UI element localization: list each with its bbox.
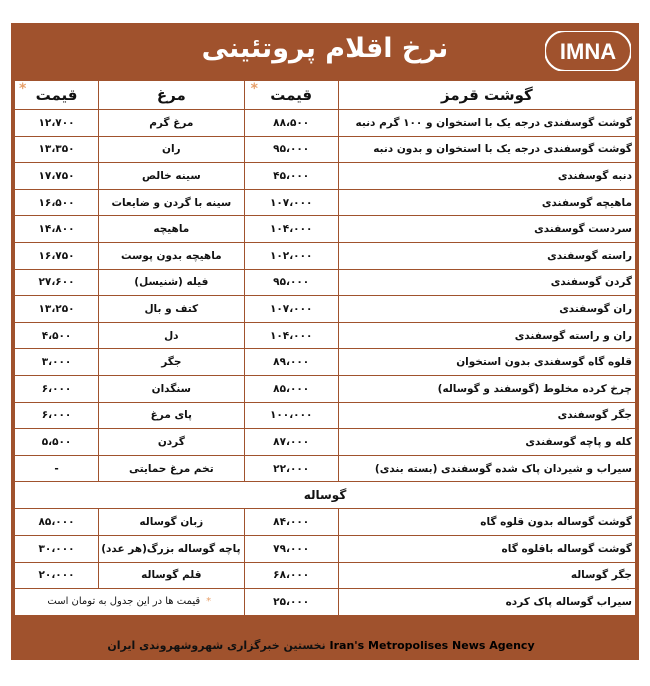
chicken-price: ۱۳،۳۵۰ xyxy=(15,136,99,163)
star-icon: * xyxy=(206,596,212,608)
veal-price: ۸۴،۰۰۰ xyxy=(244,509,338,536)
veal-price: ۶۸،۰۰۰ xyxy=(244,562,338,589)
table-row xyxy=(15,136,636,163)
header-price-2: قیمت * xyxy=(15,81,99,110)
chicken-price: - xyxy=(15,455,99,482)
chicken-name: ران xyxy=(99,136,245,163)
header-chicken: مرغ xyxy=(99,81,245,110)
chicken-price: ۱۲،۷۰۰ xyxy=(15,110,99,137)
chicken-price: ۱۶،۷۵۰ xyxy=(15,242,99,269)
red-meat-name: کله و پاچه گوسفندی xyxy=(338,429,635,456)
red-meat-name: قلوه گاه گوسفندی بدون استخوان xyxy=(338,349,635,376)
red-meat-price: ۸۷،۰۰۰ xyxy=(244,429,338,456)
red-meat-name: جگر گوسفندی xyxy=(338,402,635,429)
chicken-price: ۳،۰۰۰ xyxy=(15,349,99,376)
red-meat-price: ۱۰۷،۰۰۰ xyxy=(244,189,338,216)
chicken-price: ۱۳،۲۵۰ xyxy=(15,296,99,323)
header xyxy=(11,23,639,80)
page-title: نرخ اقلام پروتئینی xyxy=(201,33,449,64)
chicken-price: ۱۴،۸۰۰ xyxy=(15,216,99,243)
price-table xyxy=(14,80,636,616)
red-meat-price: ۱۰۲،۰۰۰ xyxy=(244,242,338,269)
chicken-name: پای مرغ xyxy=(99,402,245,429)
chicken-price: ۶،۰۰۰ xyxy=(15,402,99,429)
chicken-name: سینه با گردن و ضایعات xyxy=(99,189,245,216)
chicken-name: کتف و بال xyxy=(99,296,245,323)
chicken-name: سینه خالص xyxy=(99,163,245,190)
table-row xyxy=(15,189,636,216)
red-meat-name: ماهیچه گوسفندی xyxy=(338,189,635,216)
red-meat-name: ران و راسته گوسفندی xyxy=(338,322,635,349)
table-row xyxy=(15,216,636,243)
red-meat-name: گردن گوسفندی xyxy=(338,269,635,296)
table-row xyxy=(15,110,636,137)
red-meat-price: ۴۵،۰۰۰ xyxy=(244,163,338,190)
table-row xyxy=(15,322,636,349)
table-row xyxy=(15,402,636,429)
chicken-price: ۶،۰۰۰ xyxy=(15,375,99,402)
imna-logo xyxy=(545,31,631,71)
veal-other-price: ۸۵،۰۰۰ xyxy=(15,509,99,536)
note-text: قیمت ها در این جدول به تومان است xyxy=(47,596,201,608)
table-row xyxy=(15,375,636,402)
table-row xyxy=(15,455,636,482)
section-title: گوساله xyxy=(15,482,636,509)
table-row xyxy=(15,589,636,616)
table-row xyxy=(15,269,636,296)
table-row xyxy=(15,509,636,536)
veal-other-name: پاچه گوساله بزرگ(هر عدد) xyxy=(99,535,245,562)
veal-name: جگر گوساله xyxy=(338,562,635,589)
red-meat-price: ۱۰۰،۰۰۰ xyxy=(244,402,338,429)
chicken-name: ماهیچه xyxy=(99,216,245,243)
veal-other-name: قلم گوساله xyxy=(99,562,245,589)
chicken-name: تخم مرغ حمایتی xyxy=(99,455,245,482)
veal-other-price: ۳۰،۰۰۰ xyxy=(15,535,99,562)
chicken-name: مرغ گرم xyxy=(99,110,245,137)
footer-persian: نخستین خبرگزاری شهروشهروندی ایران xyxy=(107,639,326,652)
veal-price: ۷۹،۰۰۰ xyxy=(244,535,338,562)
chicken-name: گردن xyxy=(99,429,245,456)
red-meat-name: سیراب و شیردان پاک شده گوسفندی (بسته بندی) xyxy=(338,455,635,482)
red-meat-price: ۱۰۴،۰۰۰ xyxy=(244,216,338,243)
chicken-price: ۲۷،۶۰۰ xyxy=(15,269,99,296)
table-row xyxy=(15,535,636,562)
svg-text:IMNA: IMNA xyxy=(559,39,617,64)
table-row xyxy=(15,429,636,456)
red-meat-name: راسته گوسفندی xyxy=(338,242,635,269)
red-meat-price: ۹۵،۰۰۰ xyxy=(244,136,338,163)
red-meat-price: ۲۲،۰۰۰ xyxy=(244,455,338,482)
chicken-name: فیله (شنیسل) xyxy=(99,269,245,296)
chicken-name: سنگدان xyxy=(99,375,245,402)
star-icon: * xyxy=(19,81,27,97)
veal-price: ۲۵،۰۰۰ xyxy=(244,589,338,616)
red-meat-price: ۱۰۷،۰۰۰ xyxy=(244,296,338,323)
veal-name: سیراب گوساله پاک کرده xyxy=(338,589,635,616)
header-price-1: قیمت * xyxy=(244,81,338,110)
red-meat-name: چرخ کرده مخلوط (گوسفند و گوساله) xyxy=(338,375,635,402)
veal-other-name: زبان گوساله xyxy=(99,509,245,536)
red-meat-price: ۸۸،۵۰۰ xyxy=(244,110,338,137)
chicken-price: ۵،۵۰۰ xyxy=(15,429,99,456)
red-meat-name: سردست گوسفندی xyxy=(338,216,635,243)
section-row xyxy=(15,482,636,509)
chicken-name: ماهیچه بدون پوست xyxy=(99,242,245,269)
header-red-meat: گوشت قرمز xyxy=(338,81,635,110)
chicken-price: ۱۶،۵۰۰ xyxy=(15,189,99,216)
red-meat-name: ران گوسفندی xyxy=(338,296,635,323)
veal-other-price: ۲۰،۰۰۰ xyxy=(15,562,99,589)
price-table-frame xyxy=(11,23,639,660)
footer-english: Iran's Metropolises News Agency xyxy=(329,639,535,652)
table-row xyxy=(15,242,636,269)
chicken-price: ۱۷،۷۵۰ xyxy=(15,163,99,190)
note-cell xyxy=(15,589,245,616)
red-meat-name: گوشت گوسفندی درجه یک با استخوان و ۱۰۰ گرم دنبه xyxy=(338,110,635,137)
red-meat-name: گوشت گوسفندی درجه یک با استخوان و بدون دنبه xyxy=(338,136,635,163)
red-meat-price: ۱۰۴،۰۰۰ xyxy=(244,322,338,349)
table-row xyxy=(15,163,636,190)
chicken-name: جگر xyxy=(99,349,245,376)
chicken-price: ۴،۵۰۰ xyxy=(15,322,99,349)
star-icon: * xyxy=(250,81,258,97)
table-row xyxy=(15,349,636,376)
table-row xyxy=(15,296,636,323)
table-header-row xyxy=(15,81,636,110)
red-meat-price: ۸۹،۰۰۰ xyxy=(244,349,338,376)
table-row xyxy=(15,562,636,589)
red-meat-price: ۹۵،۰۰۰ xyxy=(244,269,338,296)
chicken-name: دل xyxy=(99,322,245,349)
footer xyxy=(11,631,639,660)
red-meat-name: دنبه گوسفندی xyxy=(338,163,635,190)
veal-name: گوشت گوساله بدون قلوه گاه xyxy=(338,509,635,536)
red-meat-price: ۸۵،۰۰۰ xyxy=(244,375,338,402)
veal-name: گوشت گوساله باقلوه گاه xyxy=(338,535,635,562)
